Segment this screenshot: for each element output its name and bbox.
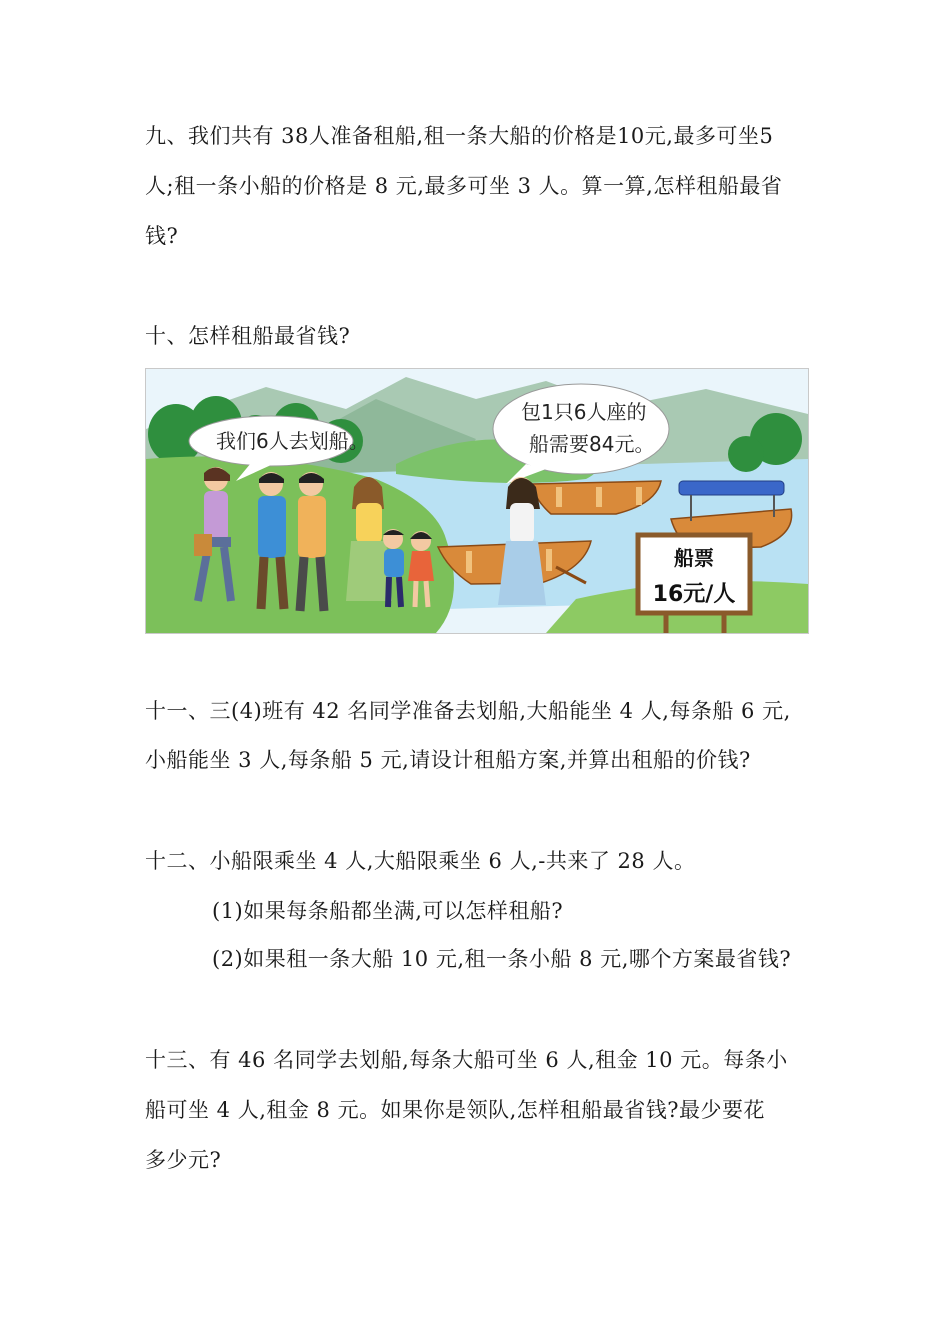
q11-line-2: 小船能坐 3 人,每条船 5 元,请设计租船方案,并算出租船的价钱? <box>145 748 751 772</box>
q9-line-1: 九、我们共有 38人准备租船,租一条大船的价格是10元,最多可坐5 <box>145 124 774 148</box>
q9-line-3: 钱? <box>145 224 179 248</box>
q10-title: 十、怎样租船最省钱? <box>145 324 351 348</box>
q13-line-2: 船可坐 4 人,租金 8 元。如果你是领队,怎样租船最省钱?最少要花 <box>145 1098 766 1122</box>
q12-line-1: 十二、小船限乘坐 4 人,大船限乘坐 6 人,-共来了 28 人。 <box>145 849 696 873</box>
boat-rental-illustration <box>145 368 809 634</box>
ticket-sign-title: 船票 <box>674 546 714 570</box>
q11-line-1: 十一、三(4)班有 42 名同学准备去划船,大船能坐 4 人,每条船 6 元, <box>145 699 791 723</box>
speech-bubble-left-text: 我们6人去划船。 <box>216 429 369 453</box>
ticket-sign-price: 16元/人 <box>652 582 736 607</box>
speech-bubble-right-line-1: 包1只6人座的 <box>521 400 647 424</box>
q13-line-3: 多少元? <box>145 1148 222 1172</box>
speech-bubble-right-line-2: 船需要84元。 <box>529 432 655 456</box>
q12-sub-2: (2)如果租一条大船 10 元,租一条小船 8 元,哪个方案最省钱? <box>212 947 792 971</box>
q12-sub-1: (1)如果每条船都坐满,可以怎样租船? <box>212 899 564 923</box>
q9-line-2: 人;租一条小船的价格是 8 元,最多可坐 3 人。算一算,怎样租船最省 <box>145 174 783 198</box>
q13-line-1: 十三、有 46 名同学去划船,每条大船可坐 6 人,租金 10 元。每条小 <box>145 1048 788 1072</box>
